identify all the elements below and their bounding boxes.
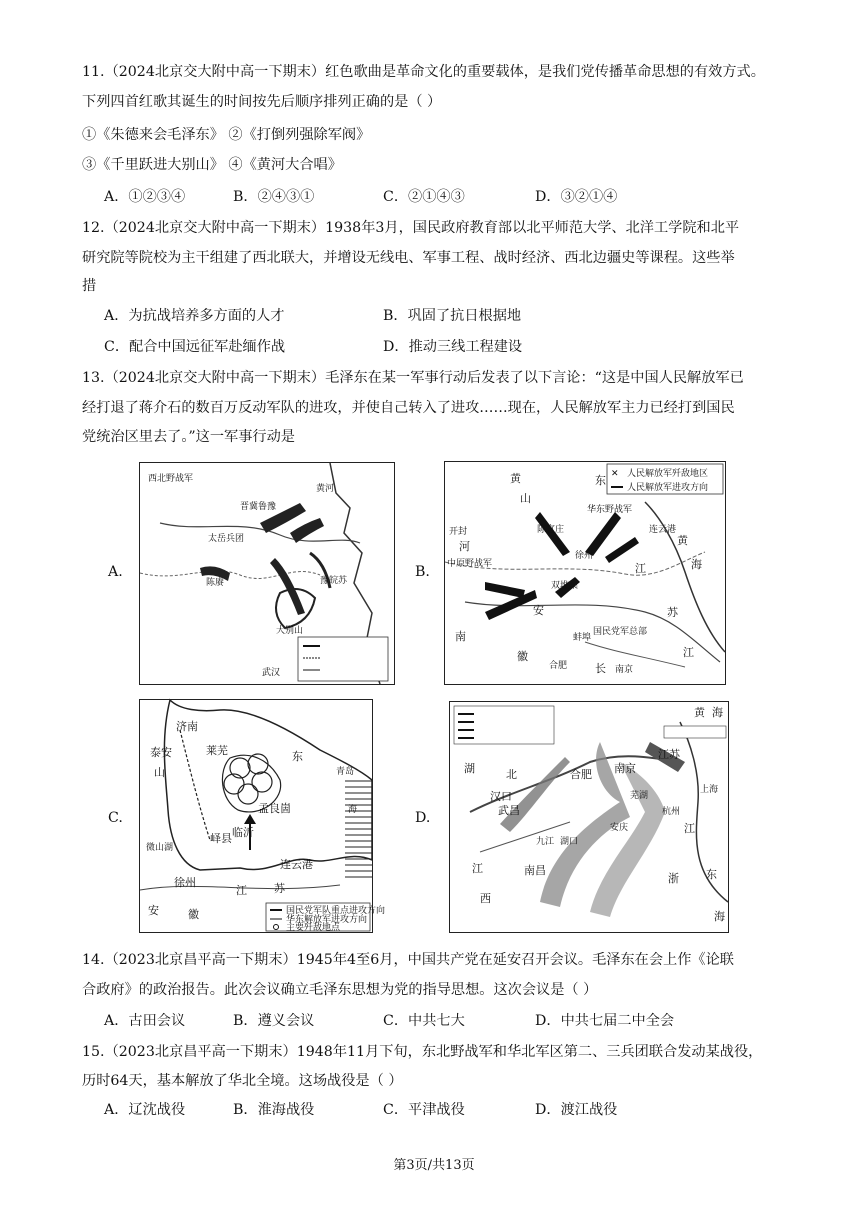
map-c-place-1: 泰安 <box>150 746 172 759</box>
map-a-place-0: 西北野战军 <box>148 474 194 484</box>
map-b-place-18: 蚌埠 <box>573 633 592 643</box>
q14-option-a[interactable]: A．古田会议 <box>104 1013 186 1029</box>
map-b-place-23: 国民党军总部 <box>593 627 648 637</box>
map-c-legend-0: 国民党军队重点进攻方向 <box>286 906 386 916</box>
map-d-place-8: 武昌 <box>498 804 520 817</box>
q13-option-a-label[interactable]: A. <box>108 564 123 580</box>
map-c-place-11: 连云港 <box>280 858 313 871</box>
svg-text:✕: ✕ <box>611 469 619 479</box>
q14-stem-line2: 合政府》的政治报告。此次会议确立毛泽东思想为党的指导思想。这次会议是（ ） <box>82 982 598 998</box>
map-c-place-2: 山 <box>154 766 165 779</box>
map-a-place-1: 晋冀鲁豫 <box>240 502 277 512</box>
q14-option-c[interactable]: C．中共七大 <box>383 1013 465 1029</box>
map-b-place-5: 连云港 <box>649 525 677 535</box>
map-c-place-3: 莱芜 <box>206 744 228 757</box>
map-d-place-20: 东 <box>706 868 717 881</box>
q11-option-c[interactable]: C．②①④③ <box>383 189 465 205</box>
q11-stem-line2: 下列四首红歌其诞生的时间按先后顺序排列正确的是（ ） <box>82 94 442 110</box>
map-b-place-15: 安 <box>533 604 544 617</box>
map-c-place-15: 安 <box>148 904 159 917</box>
map-c-place-6: 青岛 <box>336 767 355 777</box>
q13-stem-line1: 13.（2024北京交大附中高一下期末）毛泽东在某一军事行动后发表了以下言论：“这是中国人民解放军已 <box>82 370 744 386</box>
map-b-legend-1: 人民解放军进攻方向 <box>627 483 709 493</box>
map-b-place-1: 山 <box>520 492 531 505</box>
map-c-place-14: 苏 <box>274 882 285 895</box>
q14-option-b[interactable]: B．遵义会议 <box>233 1013 315 1029</box>
map-a-place-5: 豫皖苏 <box>320 576 348 586</box>
map-d-place-0: 黄 <box>694 706 705 719</box>
q11-option-b[interactable]: B．②④③① <box>233 189 315 205</box>
q15-stem-line2: 历时64天，基本解放了华北全境。这场战役是（ ） <box>82 1073 403 1089</box>
map-c-place-13: 江 <box>236 884 247 897</box>
map-d-place-16: 江 <box>472 862 483 875</box>
map-b-place-4: 开封 <box>449 527 468 537</box>
map-d-place-19: 江 <box>684 822 695 835</box>
map-b[interactable] <box>444 461 726 685</box>
map-b-place-16: 南 <box>455 630 466 643</box>
map-c-place-16: 徽 <box>188 908 199 921</box>
q12-stem-line3: 措 <box>82 278 97 294</box>
map-a[interactable] <box>139 462 395 685</box>
map-c-place-7: 海 <box>348 805 358 815</box>
map-b-place-22: 江 <box>683 646 694 659</box>
q12-option-b[interactable]: B．巩固了抗日根据地 <box>383 308 522 324</box>
map-c-place-10: 临沂 <box>232 826 254 839</box>
map-d-place-2: 江苏 <box>658 748 680 761</box>
map-b-place-2: 东 <box>595 474 606 487</box>
map-c-legend-2: 主要歼敌地点 <box>286 923 341 933</box>
q13-stem-line2: 经打退了蒋介石的数百万反动军队的进攻，并使自己转入了进攻……现在，人民解放军主力已经打到国民 <box>82 400 735 416</box>
map-a-place-2: 太岳兵团 <box>208 534 245 544</box>
q15-option-b[interactable]: B．淮海战役 <box>233 1102 315 1118</box>
map-d-place-3: 南京 <box>614 762 636 775</box>
map-b-place-0: 黄 <box>510 472 521 485</box>
map-c-place-5: 孟良崮 <box>258 802 291 815</box>
map-c-legend-1: 华东解放军进攻方向 <box>286 915 368 925</box>
map-b-place-3: 华东野战军 <box>587 505 633 515</box>
map-d-place-7: 汉口 <box>490 790 512 803</box>
map-b-place-9: 中原野战军 <box>447 559 493 569</box>
map-b-place-13: 江 <box>635 562 646 575</box>
q12-stem-line1: 12.（2024北京交大附中高一下期末）1938年3月，国民政府教育部以北平师范大学、北洋工学院和北平 <box>82 220 740 236</box>
map-c-place-9: 峄县 <box>210 832 232 845</box>
map-a-place-4: 陈赓 <box>206 578 225 588</box>
map-d-place-10: 芜湖 <box>630 791 649 801</box>
map-d-place-1: 海 <box>712 706 723 719</box>
map-d-place-12: 杭州 <box>662 807 681 817</box>
map-c-place-12: 徐州 <box>174 876 196 889</box>
map-d-place-11: 上海 <box>700 785 719 795</box>
map-b-legend-0: 人民解放军歼敌地区 <box>627 469 709 479</box>
q11-item-line2: ③《千里跃进大别山》 ④《黄河大合唱》 <box>82 157 342 173</box>
map-b-place-20: 长 <box>595 662 606 675</box>
map-a-place-7: 武汉 <box>262 668 281 678</box>
map-b-place-17: 徽 <box>517 650 528 663</box>
map-b-place-12: 双堆集 <box>551 581 579 591</box>
map-d-place-5: 湖 <box>464 762 475 775</box>
map-d-place-15: 南昌 <box>524 864 546 877</box>
map-c-place-0: 济南 <box>176 720 198 733</box>
q12-option-d[interactable]: D．推动三线工程建设 <box>383 339 523 355</box>
map-b-place-7: 海 <box>691 558 702 571</box>
map-d-place-17: 西 <box>480 892 491 905</box>
q15-option-a[interactable]: A．辽沈战役 <box>104 1102 186 1118</box>
q14-stem-line1: 14.（2023北京昌平高一下期末）1945年4至6月，中国共产党在延安召开会议。毛泽东在会上作《论联 <box>82 952 734 968</box>
q11-stem-line1: 11.（2024北京交大附中高一下期末）红色歌曲是革命文化的重要载体，是我们党传播革命思想的有效方式。 <box>82 64 765 80</box>
map-b-place-6: 黄 <box>677 534 688 547</box>
map-b-place-14: 苏 <box>667 606 678 619</box>
map-b-place-19: 合肥 <box>549 661 568 671</box>
q13-option-d-label[interactable]: D. <box>415 810 431 826</box>
q11-item-line1: ①《朱德来会毛泽东》 ②《打倒列强除军阀》 <box>82 127 371 143</box>
q11-option-a[interactable]: A．①②③④ <box>104 189 186 205</box>
q12-option-c[interactable]: C．配合中国远征军赴缅作战 <box>104 339 286 355</box>
map-d[interactable] <box>449 701 729 933</box>
map-d-place-21: 海 <box>714 910 725 923</box>
map-b-place-8: 河 <box>459 540 470 553</box>
map-d-place-9: 安庆 <box>610 823 629 833</box>
q14-option-d[interactable]: D．中共七届二中全会 <box>535 1013 675 1029</box>
q12-stem-line2: 研究院等院校为主干组建了西北联大，并增设无线电、军事工程、战时经济、西北边疆史等课程。这些举 <box>82 250 735 266</box>
q15-option-d[interactable]: D．渡江战役 <box>535 1102 618 1118</box>
map-c-place-8: 微山湖 <box>146 843 174 853</box>
map-b-place-11: 徐州 <box>575 551 594 561</box>
map-c[interactable] <box>139 699 386 933</box>
q12-option-a[interactable]: A．为抗战培养多方面的人才 <box>104 308 285 324</box>
q15-option-c[interactable]: C．平津战役 <box>383 1102 465 1118</box>
map-d-place-14: 湖口 <box>560 837 579 847</box>
map-a-place-3: 黄河 <box>316 484 335 494</box>
map-d-place-18: 浙 <box>668 872 679 885</box>
q13-option-b-label[interactable]: B. <box>415 564 430 580</box>
map-d-place-4: 合肥 <box>570 768 592 781</box>
q11-option-d[interactable]: D．③②①④ <box>535 189 618 205</box>
page-footer: 第3页/共13页 <box>393 1158 475 1173</box>
map-a-place-6: 大别山 <box>276 626 304 636</box>
map-b-place-21: 南京 <box>615 665 634 675</box>
map-b-place-10: 陈官庄 <box>537 525 565 535</box>
map-c-place-4: 东 <box>292 750 303 763</box>
q15-stem-line1: 15.（2023北京昌平高一下期末）1948年11月下旬，东北野战军和华北军区第二、三兵团联合发动某战役， <box>82 1044 763 1060</box>
q13-option-c-label[interactable]: C. <box>108 810 123 826</box>
map-d-place-6: 北 <box>506 768 517 781</box>
q13-stem-line3: 党统治区里去了。”这一军事行动是 <box>82 429 295 445</box>
map-d-place-13: 九江 <box>536 837 555 847</box>
